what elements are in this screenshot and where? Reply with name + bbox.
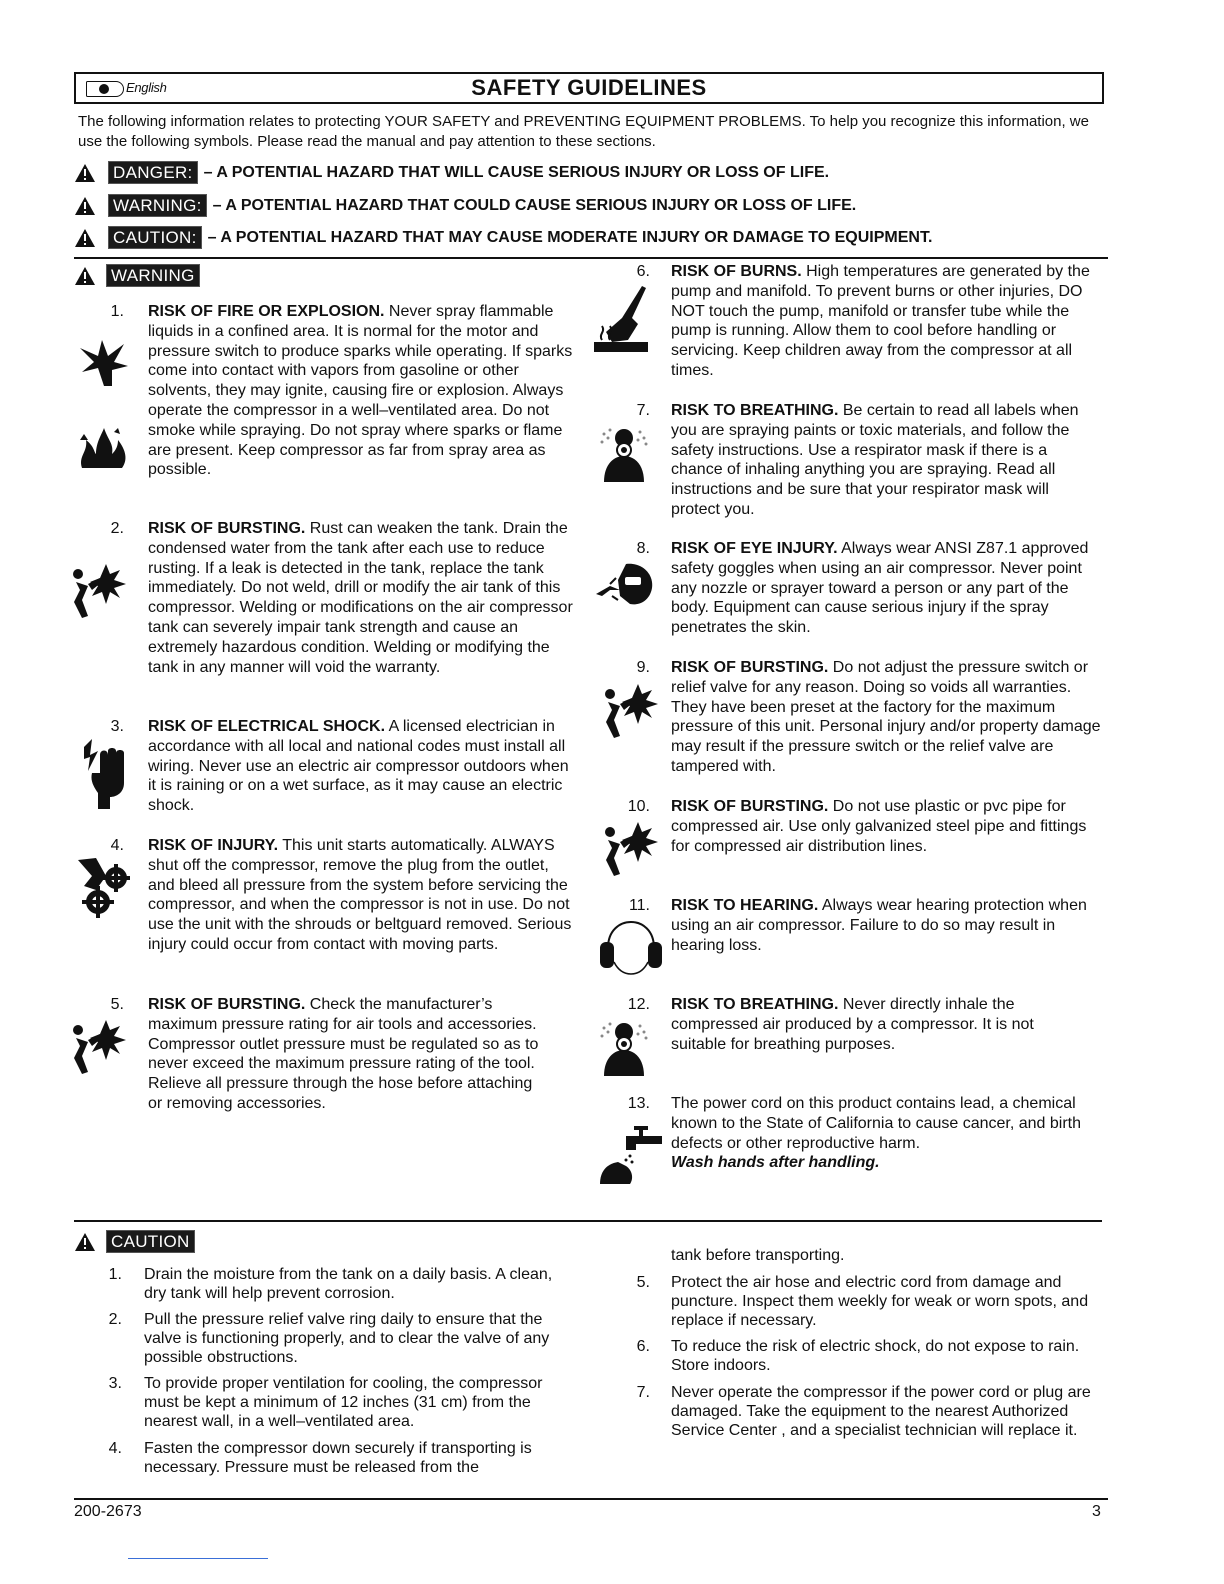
divider-caution [74,1220,1102,1222]
divider-top [74,257,1108,259]
warning-badge: WARNING: [108,194,207,217]
warning-section-badge: WARNING [106,264,200,287]
signal-row-warning [74,194,1114,218]
page-title: SAFETY GUIDELINES [471,75,707,100]
alert-triangle-icon [74,163,96,183]
fire-icon [78,426,128,470]
alert-triangle-icon [74,228,96,248]
hot-surface-icon [592,284,650,354]
intro-paragraph: The following information relates to protecting YOUR SAFETY and PREVENTING EQUIPMENT PROBLEMS. To help you recognize this information, we use the following symbols. Please read the manual and pay attention to these sections. [78,113,1089,150]
hearing-protection-icon [596,918,666,976]
divider-footer [74,1498,1108,1500]
signal-row-danger [74,161,1114,185]
page-number: 3 [1092,1503,1101,1520]
caution-text: – A POTENTIAL HAZARD THAT MAY CAUSE MODERATE INJURY OR DAMAGE TO EQUIPMENT. [207,228,933,246]
footer-underline [128,1558,268,1559]
bursting-icon [66,560,130,620]
wash-hands-icon [596,1124,666,1186]
signal-row-caution [74,226,1114,250]
explosion-icon [78,338,130,388]
eye-injury-icon [596,560,656,608]
caution-section-badge: CAUTION [106,1230,195,1253]
danger-badge: DANGER: [108,161,198,184]
bursting-icon [598,818,662,878]
danger-text: – A POTENTIAL HAZARD THAT WILL CAUSE SERIOUS INJURY OR LOSS OF LIFE. [203,163,830,181]
caution-badge: CAUTION: [108,226,202,249]
respirator-icon [598,426,650,484]
warning-section-header [74,264,200,290]
alert-triangle-icon [74,196,96,216]
moving-parts-icon [76,856,132,918]
respirator-icon [598,1020,650,1078]
bursting-icon [598,680,662,740]
electric-shock-icon [82,737,130,809]
alert-triangle-icon [74,266,96,286]
header-box [74,72,1104,104]
bursting-icon [66,1016,130,1076]
warning-text: – A POTENTIAL HAZARD THAT COULD CAUSE SERIOUS INJURY OR LOSS OF LIFE. [212,196,857,214]
alert-triangle-icon [74,1232,96,1252]
document-number: 200-2673 [74,1503,142,1520]
language-label: English [126,80,167,95]
caution-section-header [74,1230,195,1256]
